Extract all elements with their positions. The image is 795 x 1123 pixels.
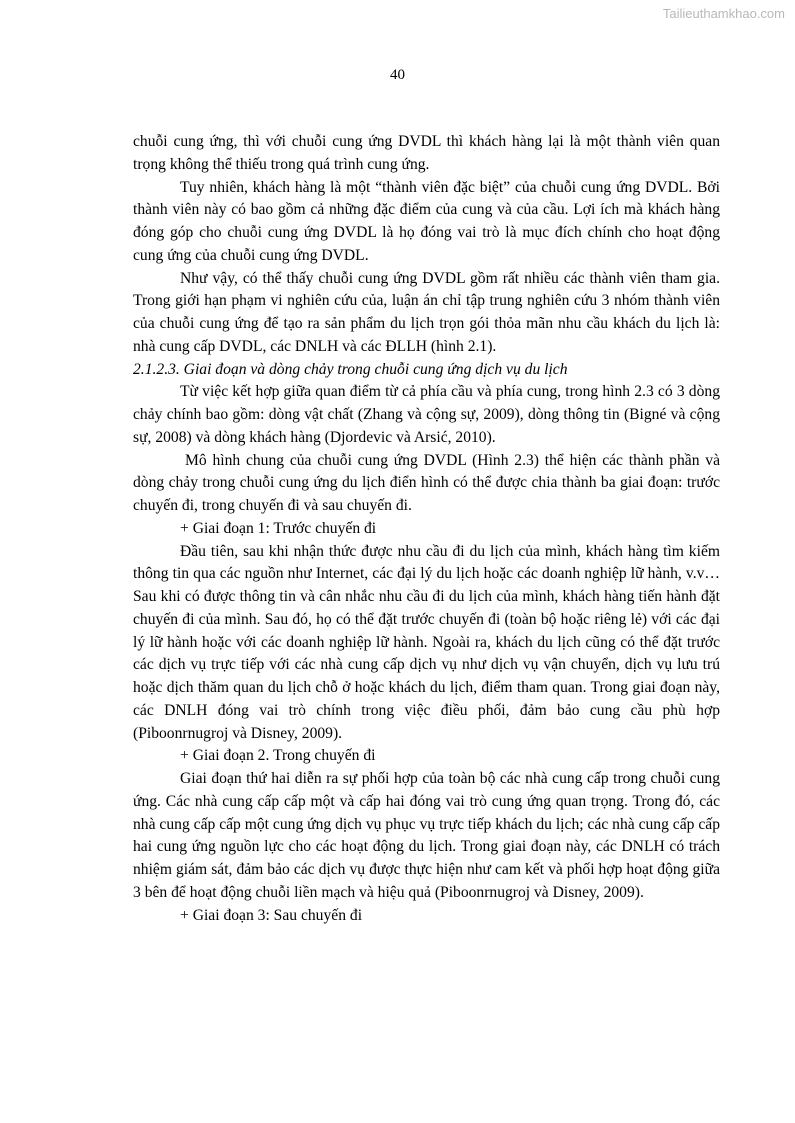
paragraph: Giai đoạn thứ hai diễn ra sự phối hợp của toàn bộ các nhà cung cấp trong chuỗi cung ứng. Các nhà cung cấp cấp một và cấp hai đóng vai trò cung ứng quan trọng. Trong đó, các nhà cung cấp cấp một cung ứng dịch vụ phục vụ trực tiếp khách du lịch; các nhà cung cấp cấp hai cung ứng nguồn lực cho các hoạt động du lịch. Trong giai đoạn này, các DNLH có trách nhiệm giám sát, đảm bảo các dịch vụ được thực hiện như cam kết và phối hợp hoạt động giữa 3 bên để hoạt động chuỗi liền mạch và hiệu quả (Piboonrnugroj và Disney, 2009). [133,770,720,901]
paragraph: Mô hình chung của chuỗi cung ứng DVDL (Hình 2.3) thể hiện các thành phần và dòng chảy trong chuỗi cung ứng du lịch điển hình có thể được chia thành ba giai đoạn: trước chuyến đi, trong chuyến đi và sau chuyến đi. [133,451,720,514]
section-heading: 2.1.2.3. Giai đoạn và dòng chảy trong chuỗi cung ứng dịch vụ du lịch [133,360,568,378]
stage-heading: + Giai đoạn 3: Sau chuyến đi [180,906,363,924]
stage-heading: + Giai đoạn 1: Trước chuyến đi [180,519,377,537]
document-body [133,131,720,927]
watermark: Tailieuthamkhao.com [662,6,785,21]
paragraph: Đầu tiên, sau khi nhận thức được nhu cầu đi du lịch của mình, khách hàng tìm kiếm thông tin qua các nguồn như Internet, các đại lý du lịch hoặc các doanh nghiệp lữ hành, v.v…Sau khi có được thông tin và cân nhắc nhu cầu đi du lịch của mình, khách hàng tiến hành đặt chuyến đi của mình. Sau đó, họ có thể đặt trước chuyến đi (toàn bộ hoặc riêng lẻ) với các đại lý lữ hành hoặc với các doanh nghiệp lữ hành. Ngoài ra, khách du lịch cũng có thể đặt trước các dịch vụ trực tiếp với các nhà cung cấp dịch vụ như dịch vụ vận chuyển, dịch vụ lưu trú hoặc dịch thăm quan du lịch chỗ ở hoặc khách du lịch, điểm tham quan. Trong giai đoạn này, các DNLH đóng vai trò chính trong việc điều phối, đảm bảo cung cầu phù hợp (Piboonrnugroj và Disney, 2009). [133,542,720,742]
paragraph-continuation: chuỗi cung ứng, thì với chuỗi cung ứng DVDL thì khách hàng lại là một thành viên quan trọng không thể thiếu trong quá trình cung ứng. [133,133,720,173]
paragraph: Tuy nhiên, khách hàng là một “thành viên đặc biệt” của chuỗi cung ứng DVDL. Bởi thành viên này có bao gồm cả những đặc điểm của cung và của cầu. Lợi ích mà khách hàng đóng góp cho chuỗi cung ứng DVDL là họ đóng vai trò là mục đích chính cho hoạt động cung ứng của chuỗi cung ứng DVDL. [133,178,720,264]
page-number: 40 [390,67,405,83]
paragraph: Từ việc kết hợp giữa quan điểm từ cả phía cầu và phía cung, trong hình 2.3 có 3 dòng chảy chính bao gồm: dòng vật chất (Zhang và cộng sự, 2009), dòng thông tin (Bigné và cộng sự, 2008) và dòng khách hàng (Djordevic và Arsić, 2010). [133,383,720,446]
stage-heading: + Giai đoạn 2. Trong chuyến đi [180,747,376,765]
paragraph: Như vậy, có thể thấy chuỗi cung ứng DVDL gồm rất nhiều các thành viên tham gia. Trong giới hạn phạm vi nghiên cứu của, luận án chỉ tập trung nghiên cứu 3 nhóm thành viên của chuỗi cung ứng để tạo ra sản phẩm du lịch trọn gói thỏa mãn nhu cầu khách du lịch là: nhà cung cấp DVDL, các DNLH và các ĐLLH (hình 2.1). [133,269,720,355]
